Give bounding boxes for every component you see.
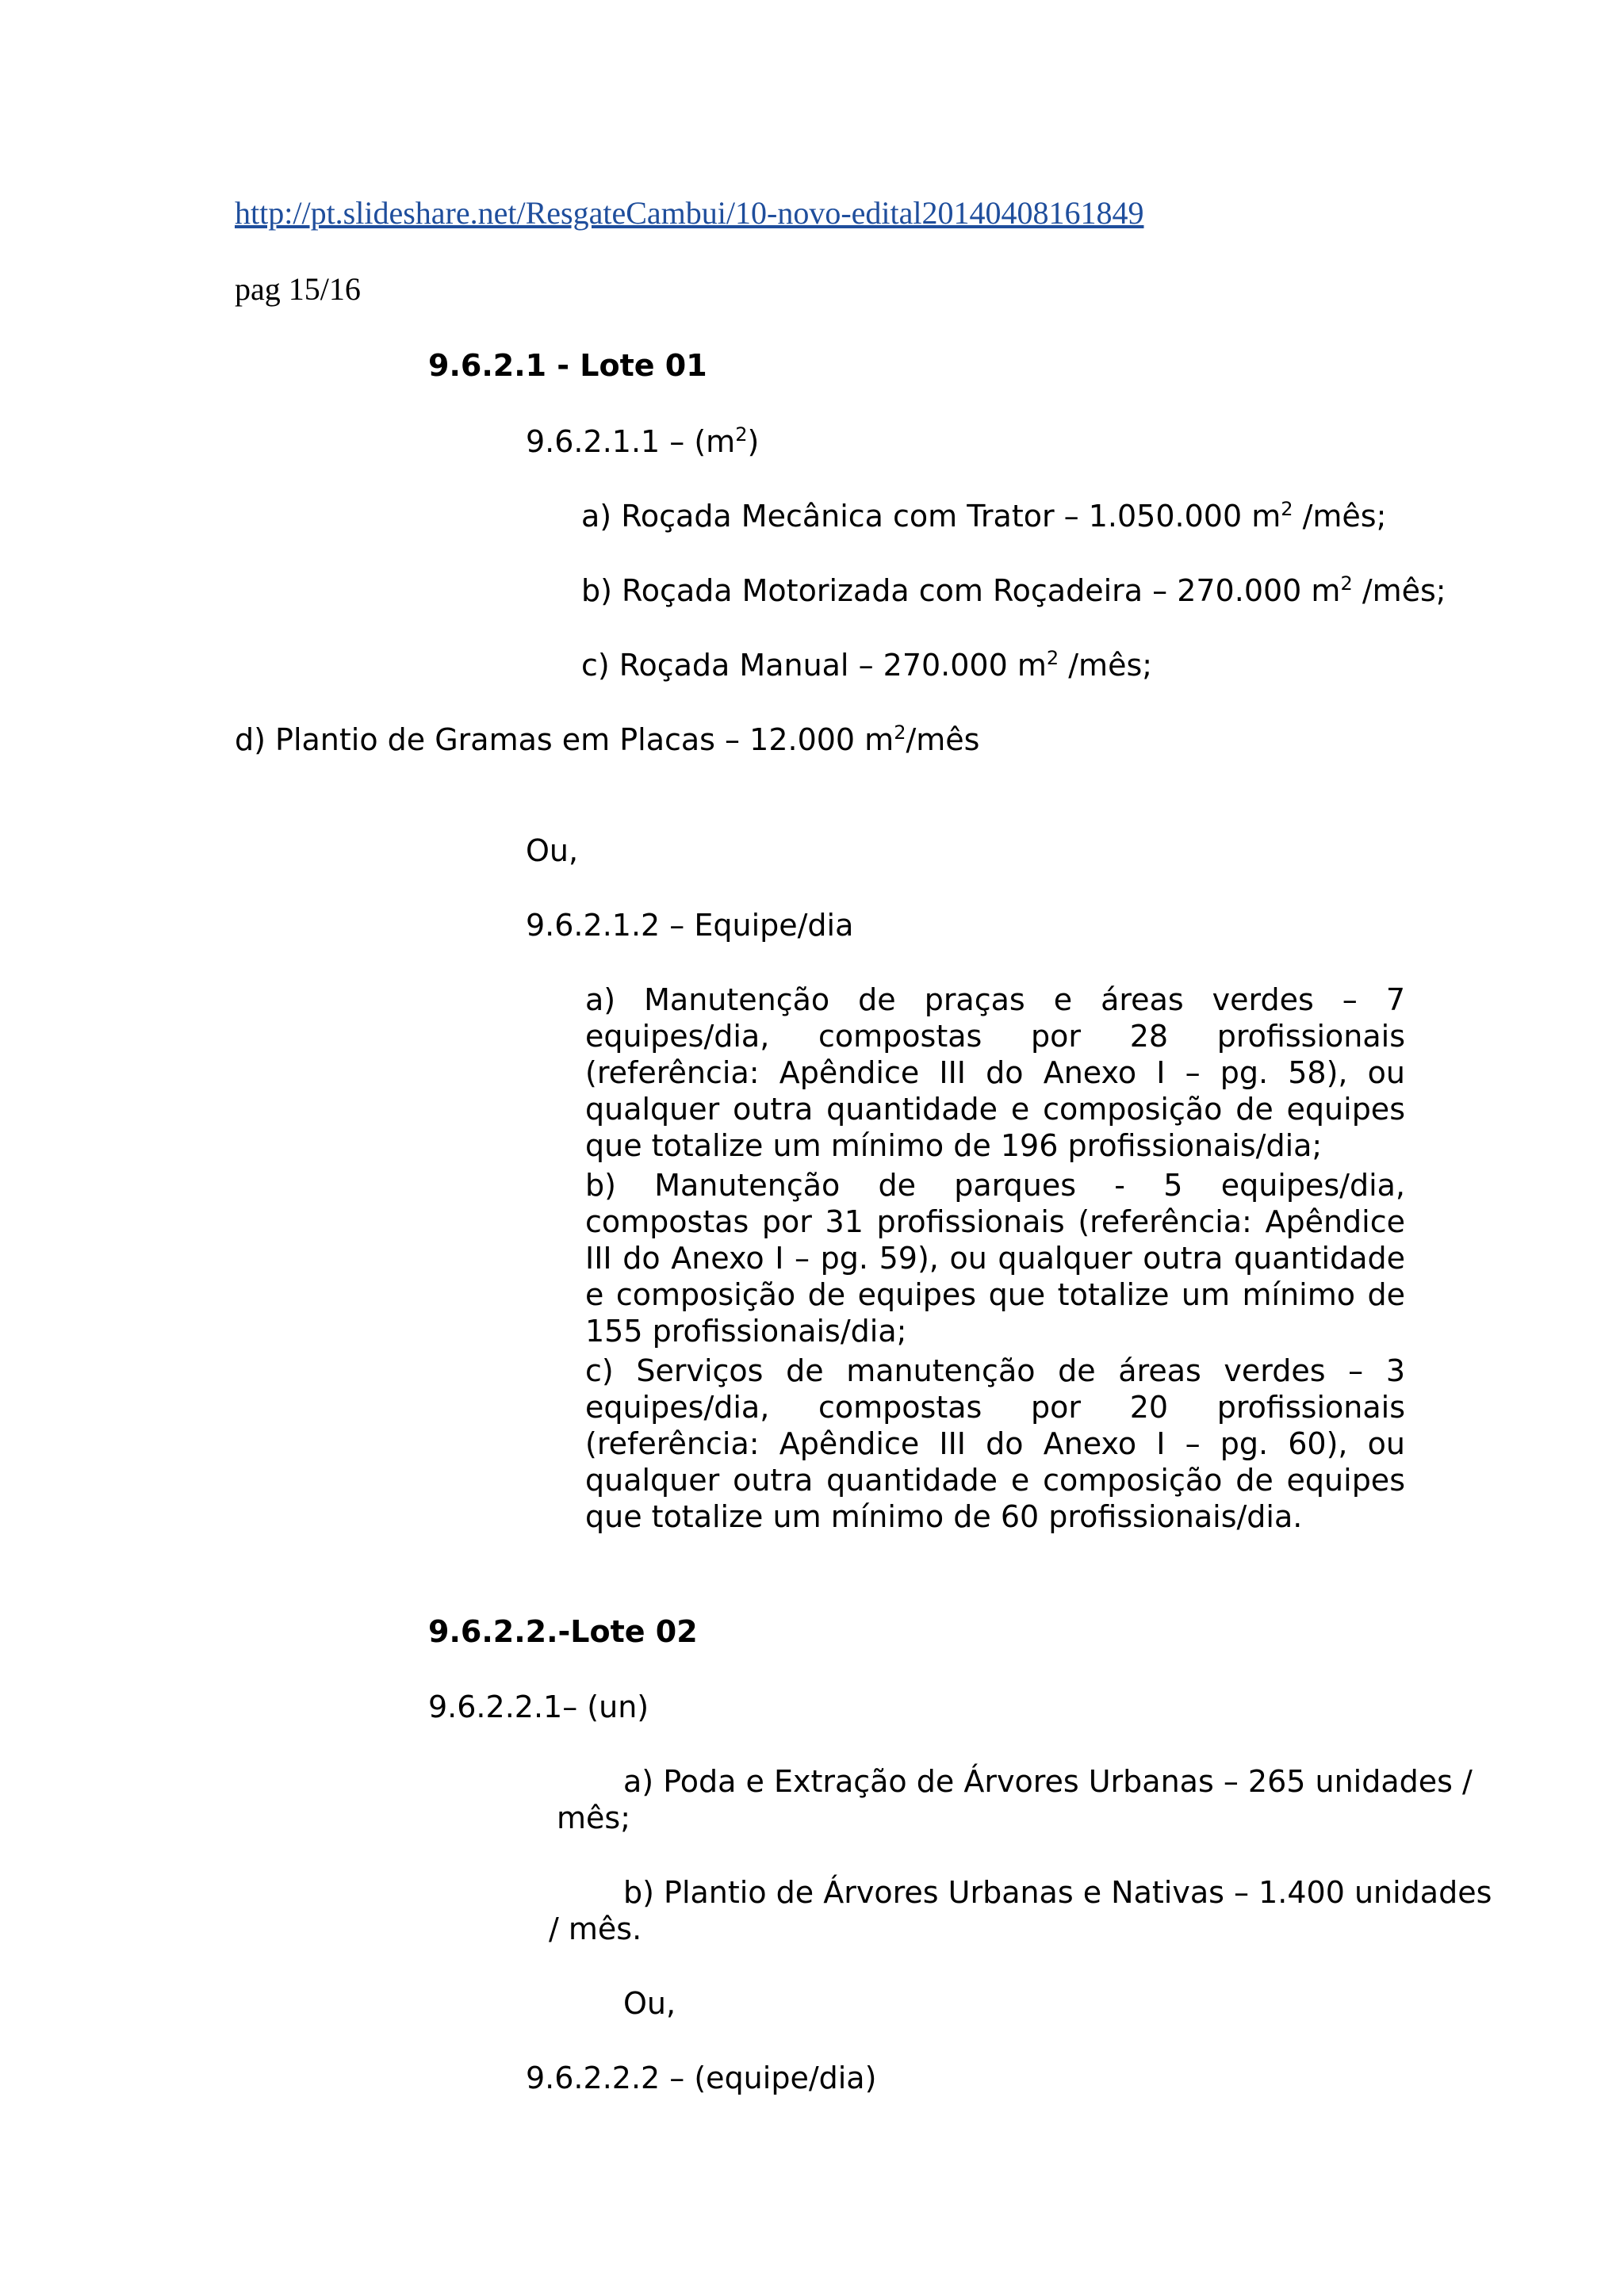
lote01-sub1-label: $9.6.2.1.1 - (m^2)$ bbox=[526, 423, 760, 459]
lote02-item-a-line2: mês; bbox=[557, 1800, 630, 1835]
lote01-item-b: b) Roçada Motorizada com Roçadeira – 270.000 $m^2$ /mês; bbox=[581, 572, 1446, 608]
lote01-sub2-label: 9.6.2.1.2 – Equipe/dia bbox=[526, 908, 854, 943]
lote01-paragraph-b: b) Manutenção de parques - 5 equipes/dia, compostas por 31 profissionais (referência: Apêndice III do Anexo I – pg. 59), ou qualquer outra quantidade e composição de equipes que totalize um mínimo de 155 profissionais/dia; bbox=[585, 1168, 1405, 1349]
lote02-item-b-line1: b) Plantio de Árvores Urbanas e Nativas – 1.400 unidades bbox=[623, 1875, 1492, 1910]
lote02-heading: 9.6.2.2.-Lote 02 bbox=[428, 1614, 698, 1649]
lote01-item-a: a) Roçada Mecânica com Trator – 1.050.000 $m^2$ /mês; bbox=[581, 498, 1387, 534]
lote02-sub1-label: 9.6.2.2.1– (un) bbox=[428, 1689, 649, 1724]
lote01-or: Ou, bbox=[526, 833, 579, 868]
lote01-item-c: c) Roçada Manual – 270.000 $m^2$ /mês; bbox=[581, 647, 1153, 683]
lote02-or: Ou, bbox=[623, 1986, 676, 2021]
lote01-paragraph-a: a) Manutenção de praças e áreas verdes – 7 equipes/dia, compostas por 28 profissionais (referência: Apêndice III do Anexo I – pg. 58), ou qualquer outra quantidade e composição de equipes que totalize um mínimo de 196 profissionais/dia; bbox=[585, 982, 1405, 1163]
lote02-item-b-line2: / mês. bbox=[549, 1911, 642, 1946]
lote01-item-d: d) Plantio de Gramas em Placas – 12.000 $m^2$/mês bbox=[235, 721, 980, 757]
lote01-paragraph-c: c) Serviços de manutenção de áreas verdes – 3 equipes/dia, compostas por 20 profissionais (referência: Apêndice III do Anexo I – pg. 60), ou qualquer outra quantidade e composição de equipes que totalize um mínimo de 60 profissionais/dia. bbox=[585, 1353, 1405, 1534]
source-url-link[interactable]: http://pt.slideshare.net/ResgateCambui/10-novo-edital20140408161849 bbox=[235, 195, 1144, 231]
lote02-item-a-line1: a) Poda e Extração de Árvores Urbanas – 265 unidades / bbox=[623, 1764, 1473, 1799]
lote02-sub2-label: 9.6.2.2.2 – (equipe/dia) bbox=[526, 2061, 877, 2095]
lote01-heading: 9.6.2.1 - Lote 01 bbox=[428, 348, 707, 383]
page-indicator: pag 15/16 bbox=[235, 271, 361, 307]
